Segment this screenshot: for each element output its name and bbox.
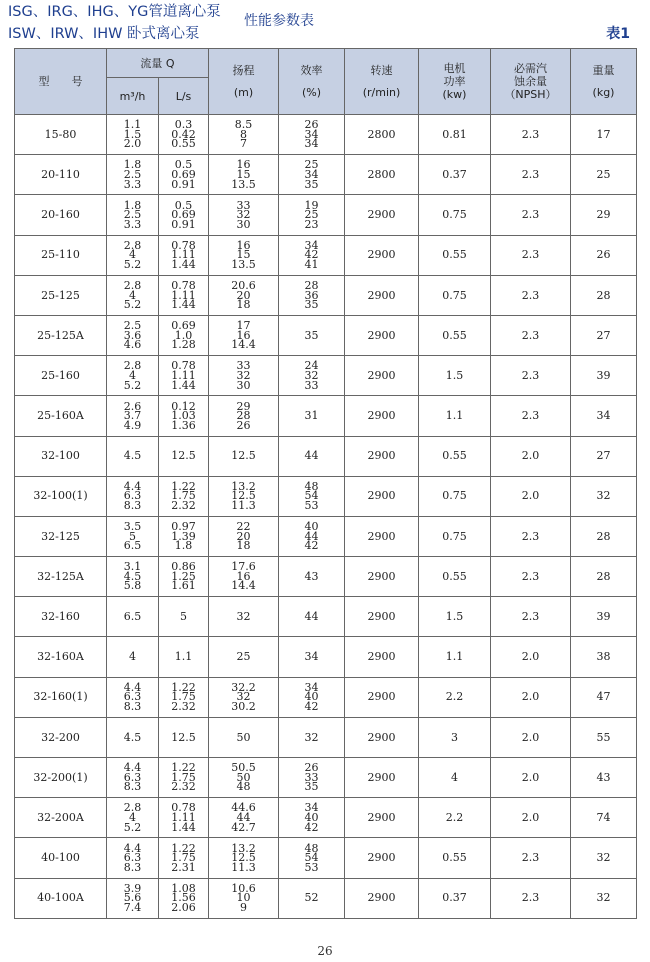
table-row xyxy=(15,758,637,798)
model-cell: 32-200 xyxy=(15,717,107,757)
npsh-cell: 2.0 xyxy=(491,677,571,717)
header-model: 型 号 xyxy=(15,49,107,115)
flow-ls-cell: 0.78 1.11 1.44 xyxy=(159,356,209,396)
header-efficiency-unit: (%) xyxy=(301,86,322,99)
speed-cell: 2900 xyxy=(345,557,419,597)
table-row xyxy=(15,516,637,556)
npsh-cell: 2.3 xyxy=(491,878,571,918)
speed-cell: 2900 xyxy=(345,677,419,717)
page-number: 26 xyxy=(317,944,333,958)
head-cell: 32 xyxy=(209,597,279,637)
table-row xyxy=(15,597,637,637)
npsh-cell: 2.0 xyxy=(491,758,571,798)
model-cell: 32-160 xyxy=(15,597,107,637)
head-cell: 8.5 8 7 xyxy=(209,115,279,155)
efficiency-cell: 34 40 42 xyxy=(279,677,345,717)
weight-cell: 32 xyxy=(571,878,637,918)
flow-ls-cell: 0.69 1.0 1.28 xyxy=(159,315,209,355)
table-row xyxy=(15,315,637,355)
pump-series-line-2: ISW、IRW、IHW 卧式离心泵 xyxy=(8,26,200,42)
efficiency-cell: 48 54 53 xyxy=(279,476,345,516)
efficiency-cell: 32 xyxy=(279,717,345,757)
npsh-cell: 2.3 xyxy=(491,155,571,195)
speed-cell: 2900 xyxy=(345,195,419,235)
flow-m3h-cell: 3.9 5.6 7.4 xyxy=(107,878,159,918)
power-cell: 1.5 xyxy=(419,356,491,396)
flow-m3h-cell: 2.8 4 5.2 xyxy=(107,235,159,275)
weight-cell: 43 xyxy=(571,758,637,798)
head-cell: 25 xyxy=(209,637,279,677)
model-cell: 25-125A xyxy=(15,315,107,355)
flow-m3h-cell: 4.4 6.3 8.3 xyxy=(107,838,159,878)
npsh-cell: 2.3 xyxy=(491,396,571,436)
flow-m3h-cell: 4.5 xyxy=(107,436,159,476)
model-cell: 32-200A xyxy=(15,798,107,838)
performance-table xyxy=(14,48,637,919)
model-cell: 32-160A xyxy=(15,637,107,677)
npsh-cell: 2.0 xyxy=(491,436,571,476)
efficiency-cell: 19 25 23 xyxy=(279,195,345,235)
power-cell: 0.37 xyxy=(419,155,491,195)
table-row xyxy=(15,115,637,155)
flow-ls-cell: 0.5 0.69 0.91 xyxy=(159,195,209,235)
model-cell: 20-110 xyxy=(15,155,107,195)
npsh-cell: 2.3 xyxy=(491,597,571,637)
page-title: 性能参数表 xyxy=(244,13,314,29)
speed-cell: 2900 xyxy=(345,798,419,838)
header-motor-power xyxy=(419,49,491,115)
header-weight-label: 重量 xyxy=(592,64,615,77)
header-motor-power-label: 电机 功率 (kw) xyxy=(442,62,467,101)
power-cell: 4 xyxy=(419,758,491,798)
power-cell: 0.81 xyxy=(419,115,491,155)
head-cell: 13.2 12.5 11.3 xyxy=(209,838,279,878)
table-number: 表1 xyxy=(606,26,630,42)
header-flow-ls: L/s xyxy=(159,78,209,115)
flow-ls-cell: 12.5 xyxy=(159,717,209,757)
weight-cell: 25 xyxy=(571,155,637,195)
header-flow-m3h: m³/h xyxy=(107,78,159,115)
table-row xyxy=(15,356,637,396)
flow-m3h-cell: 4 xyxy=(107,637,159,677)
model-cell: 32-100(1) xyxy=(15,476,107,516)
efficiency-cell: 24 32 33 xyxy=(279,356,345,396)
speed-cell: 2900 xyxy=(345,637,419,677)
flow-ls-cell: 1.1 xyxy=(159,637,209,677)
head-cell: 50.5 50 48 xyxy=(209,758,279,798)
flow-ls-cell: 0.12 1.03 1.36 xyxy=(159,396,209,436)
flow-m3h-cell: 1.8 2.5 3.3 xyxy=(107,195,159,235)
flow-m3h-cell: 1.1 1.5 2.0 xyxy=(107,115,159,155)
flow-ls-cell: 0.5 0.69 0.91 xyxy=(159,155,209,195)
header-weight-unit: (kg) xyxy=(592,86,615,99)
power-cell: 0.55 xyxy=(419,557,491,597)
npsh-cell: 2.0 xyxy=(491,637,571,677)
weight-cell: 34 xyxy=(571,396,637,436)
model-cell: 32-125A xyxy=(15,557,107,597)
speed-cell: 2900 xyxy=(345,275,419,315)
weight-cell: 38 xyxy=(571,637,637,677)
header-efficiency-label: 效率 xyxy=(300,64,323,77)
efficiency-cell: 34 42 41 xyxy=(279,235,345,275)
model-cell: 25-125 xyxy=(15,275,107,315)
head-cell: 44.6 44 42.7 xyxy=(209,798,279,838)
weight-cell: 39 xyxy=(571,356,637,396)
model-cell: 20-160 xyxy=(15,195,107,235)
head-cell: 33 32 30 xyxy=(209,356,279,396)
power-cell: 1.1 xyxy=(419,637,491,677)
flow-ls-cell: 5 xyxy=(159,597,209,637)
weight-cell: 55 xyxy=(571,717,637,757)
npsh-cell: 2.3 xyxy=(491,275,571,315)
table-body xyxy=(15,115,637,919)
table-row xyxy=(15,878,637,918)
speed-cell: 2900 xyxy=(345,356,419,396)
table-row xyxy=(15,717,637,757)
power-cell: 0.55 xyxy=(419,838,491,878)
model-cell: 32-160(1) xyxy=(15,677,107,717)
model-cell: 25-110 xyxy=(15,235,107,275)
weight-cell: 28 xyxy=(571,557,637,597)
head-cell: 32.2 32 30.2 xyxy=(209,677,279,717)
table-header xyxy=(15,49,637,115)
head-cell: 13.2 12.5 11.3 xyxy=(209,476,279,516)
flow-m3h-cell: 4.5 xyxy=(107,717,159,757)
flow-m3h-cell: 2.8 4 5.2 xyxy=(107,275,159,315)
power-cell: 0.37 xyxy=(419,878,491,918)
efficiency-cell: 35 xyxy=(279,315,345,355)
header-flow: 流量 Q xyxy=(107,49,209,78)
efficiency-cell: 34 40 42 xyxy=(279,798,345,838)
power-cell: 1.5 xyxy=(419,597,491,637)
model-cell: 15-80 xyxy=(15,115,107,155)
weight-cell: 17 xyxy=(571,115,637,155)
efficiency-cell: 40 44 42 xyxy=(279,516,345,556)
flow-ls-cell: 12.5 xyxy=(159,436,209,476)
table-row xyxy=(15,235,637,275)
efficiency-cell: 28 36 35 xyxy=(279,275,345,315)
npsh-cell: 2.3 xyxy=(491,115,571,155)
efficiency-cell: 44 xyxy=(279,597,345,637)
power-cell: 0.75 xyxy=(419,516,491,556)
flow-m3h-cell: 1.8 2.5 3.3 xyxy=(107,155,159,195)
weight-cell: 32 xyxy=(571,838,637,878)
header-head-unit: (m) xyxy=(233,86,254,99)
power-cell: 0.55 xyxy=(419,315,491,355)
power-cell: 0.75 xyxy=(419,195,491,235)
head-cell: 22 20 18 xyxy=(209,516,279,556)
header-speed xyxy=(345,49,419,115)
efficiency-cell: 26 34 34 xyxy=(279,115,345,155)
flow-ls-cell: 0.78 1.11 1.44 xyxy=(159,235,209,275)
model-cell: 32-100 xyxy=(15,436,107,476)
header-head-label: 扬程 xyxy=(232,64,255,77)
speed-cell: 2900 xyxy=(345,436,419,476)
flow-ls-cell: 1.22 1.75 2.32 xyxy=(159,476,209,516)
table-row xyxy=(15,436,637,476)
table-row xyxy=(15,195,637,235)
speed-cell: 2900 xyxy=(345,878,419,918)
flow-m3h-cell: 2.8 4 5.2 xyxy=(107,356,159,396)
weight-cell: 47 xyxy=(571,677,637,717)
header-npsh xyxy=(491,49,571,115)
speed-cell: 2900 xyxy=(345,717,419,757)
flow-ls-cell: 1.08 1.56 2.06 xyxy=(159,878,209,918)
head-cell: 16 15 13.5 xyxy=(209,155,279,195)
npsh-cell: 2.3 xyxy=(491,315,571,355)
speed-cell: 2900 xyxy=(345,838,419,878)
weight-cell: 29 xyxy=(571,195,637,235)
npsh-cell: 2.3 xyxy=(491,557,571,597)
power-cell: 2.2 xyxy=(419,798,491,838)
power-cell: 0.55 xyxy=(419,235,491,275)
flow-m3h-cell: 2.8 4 5.2 xyxy=(107,798,159,838)
model-cell: 25-160 xyxy=(15,356,107,396)
efficiency-cell: 43 xyxy=(279,557,345,597)
speed-cell: 2900 xyxy=(345,315,419,355)
efficiency-cell: 25 34 35 xyxy=(279,155,345,195)
head-cell: 10.6 10 9 xyxy=(209,878,279,918)
speed-cell: 2900 xyxy=(345,597,419,637)
power-cell: 0.75 xyxy=(419,275,491,315)
flow-ls-cell: 0.3 0.42 0.55 xyxy=(159,115,209,155)
flow-m3h-cell: 2.6 3.7 4.9 xyxy=(107,396,159,436)
weight-cell: 28 xyxy=(571,275,637,315)
npsh-cell: 2.3 xyxy=(491,195,571,235)
npsh-cell: 2.0 xyxy=(491,798,571,838)
header-speed-unit: (r/min) xyxy=(362,86,401,99)
flow-ls-cell: 1.22 1.75 2.32 xyxy=(159,758,209,798)
speed-cell: 2900 xyxy=(345,476,419,516)
header-head xyxy=(209,49,279,115)
weight-cell: 27 xyxy=(571,315,637,355)
model-cell: 25-160A xyxy=(15,396,107,436)
efficiency-cell: 44 xyxy=(279,436,345,476)
efficiency-cell: 48 54 53 xyxy=(279,838,345,878)
weight-cell: 26 xyxy=(571,235,637,275)
flow-m3h-cell: 4.4 6.3 8.3 xyxy=(107,677,159,717)
weight-cell: 28 xyxy=(571,516,637,556)
header-efficiency xyxy=(279,49,345,115)
table-row xyxy=(15,275,637,315)
speed-cell: 2800 xyxy=(345,115,419,155)
efficiency-cell: 31 xyxy=(279,396,345,436)
table-row xyxy=(15,838,637,878)
head-cell: 12.5 xyxy=(209,436,279,476)
model-cell: 40-100A xyxy=(15,878,107,918)
table-row xyxy=(15,637,637,677)
power-cell: 3 xyxy=(419,717,491,757)
efficiency-cell: 52 xyxy=(279,878,345,918)
npsh-cell: 2.0 xyxy=(491,476,571,516)
speed-cell: 2900 xyxy=(345,235,419,275)
flow-m3h-cell: 6.5 xyxy=(107,597,159,637)
table-row xyxy=(15,798,637,838)
npsh-cell: 2.3 xyxy=(491,838,571,878)
table-row xyxy=(15,396,637,436)
npsh-cell: 2.3 xyxy=(491,356,571,396)
header-speed-label: 转速 xyxy=(370,64,393,77)
power-cell: 0.55 xyxy=(419,436,491,476)
weight-cell: 32 xyxy=(571,476,637,516)
model-cell: 32-200(1) xyxy=(15,758,107,798)
weight-cell: 39 xyxy=(571,597,637,637)
head-cell: 29 28 26 xyxy=(209,396,279,436)
npsh-cell: 2.3 xyxy=(491,235,571,275)
table-row xyxy=(15,557,637,597)
flow-ls-cell: 1.22 1.75 2.31 xyxy=(159,838,209,878)
speed-cell: 2900 xyxy=(345,758,419,798)
speed-cell: 2900 xyxy=(345,396,419,436)
speed-cell: 2900 xyxy=(345,516,419,556)
model-cell: 32-125 xyxy=(15,516,107,556)
head-cell: 20.6 20 18 xyxy=(209,275,279,315)
npsh-cell: 2.3 xyxy=(491,516,571,556)
head-cell: 17 16 14.4 xyxy=(209,315,279,355)
head-cell: 50 xyxy=(209,717,279,757)
model-cell: 40-100 xyxy=(15,838,107,878)
efficiency-cell: 34 xyxy=(279,637,345,677)
pump-series-line-1: ISG、IRG、IHG、YG管道离心泵 xyxy=(8,4,221,20)
weight-cell: 74 xyxy=(571,798,637,838)
flow-ls-cell: 0.78 1.11 1.44 xyxy=(159,275,209,315)
table-row xyxy=(15,155,637,195)
flow-m3h-cell: 4.4 6.3 8.3 xyxy=(107,476,159,516)
table-row xyxy=(15,677,637,717)
flow-m3h-cell: 3.1 4.5 5.8 xyxy=(107,557,159,597)
flow-m3h-cell: 2.5 3.6 4.6 xyxy=(107,315,159,355)
header-weight xyxy=(571,49,637,115)
flow-ls-cell: 0.86 1.25 1.61 xyxy=(159,557,209,597)
efficiency-cell: 26 33 35 xyxy=(279,758,345,798)
head-cell: 16 15 13.5 xyxy=(209,235,279,275)
head-cell: 33 32 30 xyxy=(209,195,279,235)
flow-ls-cell: 0.78 1.11 1.44 xyxy=(159,798,209,838)
npsh-cell: 2.0 xyxy=(491,717,571,757)
flow-m3h-cell: 4.4 6.3 8.3 xyxy=(107,758,159,798)
power-cell: 0.75 xyxy=(419,476,491,516)
header-npsh-label: 必需汽 蚀余量 （NPSH） xyxy=(504,62,557,101)
power-cell: 1.1 xyxy=(419,396,491,436)
head-cell: 17.6 16 14.4 xyxy=(209,557,279,597)
weight-cell: 27 xyxy=(571,436,637,476)
speed-cell: 2800 xyxy=(345,155,419,195)
flow-ls-cell: 0.97 1.39 1.8 xyxy=(159,516,209,556)
table-row xyxy=(15,476,637,516)
power-cell: 2.2 xyxy=(419,677,491,717)
flow-m3h-cell: 3.5 5 6.5 xyxy=(107,516,159,556)
flow-ls-cell: 1.22 1.75 2.32 xyxy=(159,677,209,717)
